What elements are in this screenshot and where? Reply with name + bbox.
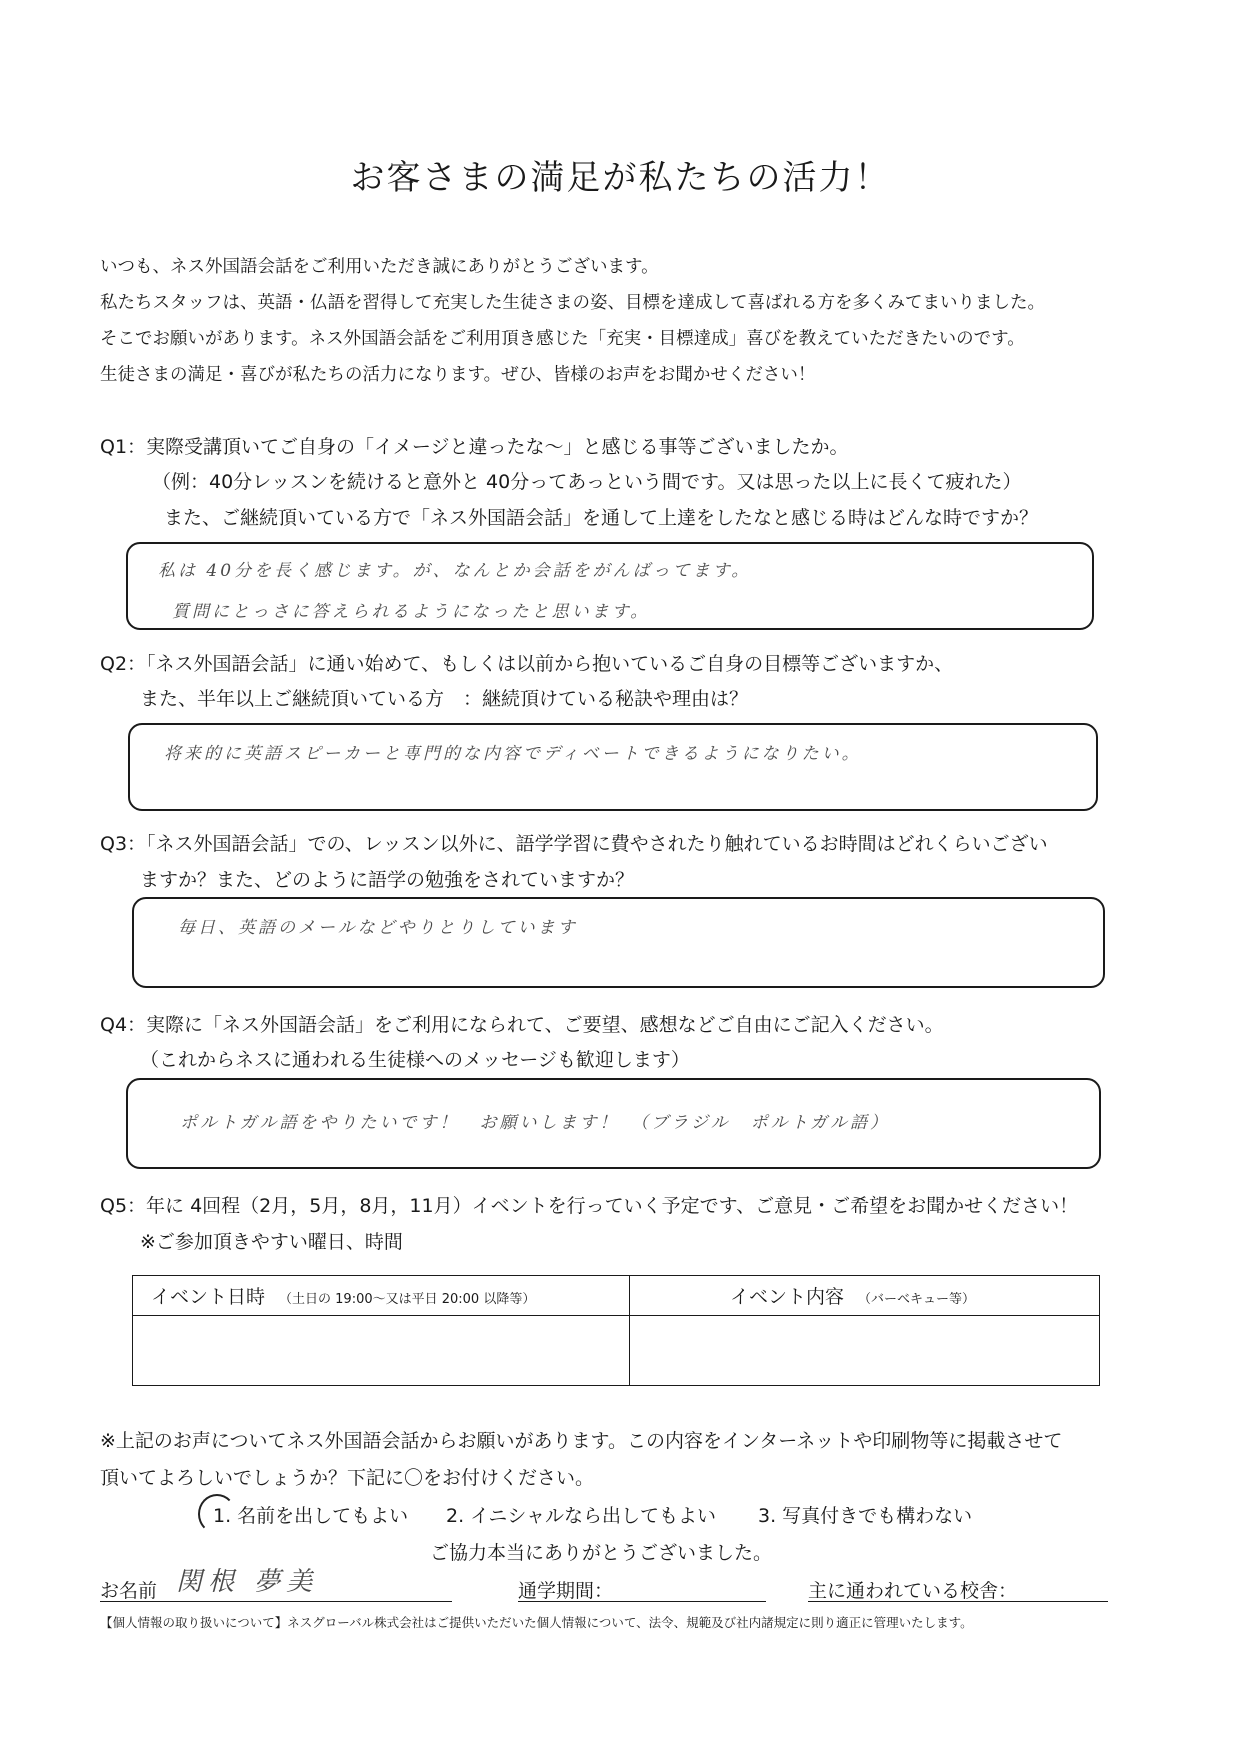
event-date-header <box>133 1276 630 1316</box>
school-label: 主に通われている校舎： <box>808 1580 1018 1602</box>
q5-question: Q5：年に 4回程（2月，5月，8月，11月）イベントを行っていく予定です、ご意見・ご希望をお聞かせください！ <box>100 1195 1079 1217</box>
q2-question: Q2：「ネス外国語会話」に通い始めて、もしくは以前から抱いているご自身の目標等ございますか、 <box>100 653 954 675</box>
event-content-title: イベント内容 <box>730 1286 845 1308</box>
period-underline[interactable] <box>518 1601 766 1602</box>
q4-question: Q4：実際に「ネス外国語会話」をご利用になられて、ご要望、感想などご自由にご記入ください。 <box>100 1014 944 1036</box>
event-content-header <box>630 1276 1100 1316</box>
q4-answer-box[interactable] <box>126 1078 1101 1169</box>
period-label: 通学期間： <box>518 1580 614 1602</box>
consent-line: ※上記のお声についてネス外国語会話からお願いがあります。この内容をインターネットや印刷物等に掲載させて <box>100 1430 1063 1452</box>
consent-line: 頂いてよろしいでしょうか？下記に〇をお付けください。 <box>100 1467 595 1489</box>
q4-question-cont: （これからネスに通われる生徒様へのメッセージも歓迎します） <box>140 1049 690 1071</box>
q1-answer-line: 質問にとっさに答えられるようになったと思います。 <box>172 602 651 622</box>
consent-option-3[interactable]: 3. 写真付きでも構わない <box>758 1505 973 1527</box>
q4-answer-line: ポルトガル語をやりたいです！ お願いします！ （ブラジル ポルトガル語） <box>180 1113 891 1133</box>
q5-note: ※ご参加頂きやすい曜日、時間 <box>140 1231 403 1253</box>
intro-line: いつも、ネス外国語会話をご利用いただき誠にありがとうございます。 <box>100 257 659 277</box>
q1-answer-box[interactable] <box>126 542 1094 630</box>
q2-answer-box[interactable] <box>128 723 1098 811</box>
page-title: お客さまの満足が私たちの活力！ <box>350 158 891 198</box>
name-label: お名前 <box>100 1580 158 1602</box>
name-underline[interactable] <box>100 1601 452 1602</box>
event-content-cell[interactable] <box>630 1316 1100 1386</box>
event-content-note: （バーベキュー等） <box>858 1292 976 1307</box>
q1-question-cont: また、ご継続頂いている方で「ネス外国語会話」を通して上達をしたなと感じる時はどんな時ですか？ <box>164 507 1039 529</box>
q2-answer-line: 将来的に英語スピーカーと専門的な内容でディベートできるようになりたい。 <box>164 744 862 764</box>
event-date-title: イベント日時 <box>151 1286 266 1308</box>
intro-line: そこでお願いがあります。ネス外国語会話をご利用頂き感じた「充実・目標達成」喜びを教えていただきたいのです。 <box>100 329 1025 349</box>
q3-question: Q3：「ネス外国語会話」での、レッスン以外に、語学学習に費やされたり触れているお時間はどれくらいござい <box>100 833 1048 855</box>
intro-line: 生徒さまの満足・喜びが私たちの活力になります。ぜひ、皆様のお声をお聞かせください！ <box>100 365 816 385</box>
consent-option-2[interactable]: 2. イニシャルなら出してもよい <box>446 1505 717 1527</box>
q2-question-cont: また、半年以上ご継続頂いている方 ：継続頂けている秘訣や理由は？ <box>140 688 749 710</box>
q1-example: （例：40分レッスンを続けると意外と 40分ってあっという間です。又は思った以上に長くて疲れた） <box>152 471 1022 493</box>
privacy-footer: 【個人情報の取り扱いについて】ネスグローバル株式会社はご提供いただいた個人情報について、法令、規範及び社内諸規定に則り適正に管理いたします。 <box>100 1615 973 1630</box>
q3-answer-line: 毎日、英語のメールなどやりとりしています <box>178 918 578 938</box>
event-date-note: （土日の 19:00～又は平日 20:00 以降等） <box>279 1292 536 1307</box>
consent-option-1[interactable]: 1. 名前を出してもよい <box>213 1505 409 1527</box>
q3-question-cont: ますか？また、どのように語学の勉強をされていますか？ <box>140 869 635 891</box>
q1-answer-line: 私は 40分を長く感じます。が、なんとか会話をがんばってます。 <box>158 561 752 581</box>
event-table <box>132 1275 1100 1386</box>
q3-answer-box[interactable] <box>132 897 1105 988</box>
thanks-text: ご協力本当にありがとうございました。 <box>430 1542 773 1564</box>
intro-line: 私たちスタッフは、英語・仏語を習得して充実した生徒さまの姿、目標を達成して喜ばれる方を多くみてまいりました。 <box>100 293 1045 313</box>
school-underline[interactable] <box>808 1601 1108 1602</box>
event-date-cell[interactable] <box>133 1316 630 1386</box>
name-signature: 関根 夢美 <box>176 1567 319 1597</box>
q1-question: Q1：実際受講頂いてご自身の「イメージと違ったな～」と感じる事等ございましたか。 <box>100 436 849 458</box>
